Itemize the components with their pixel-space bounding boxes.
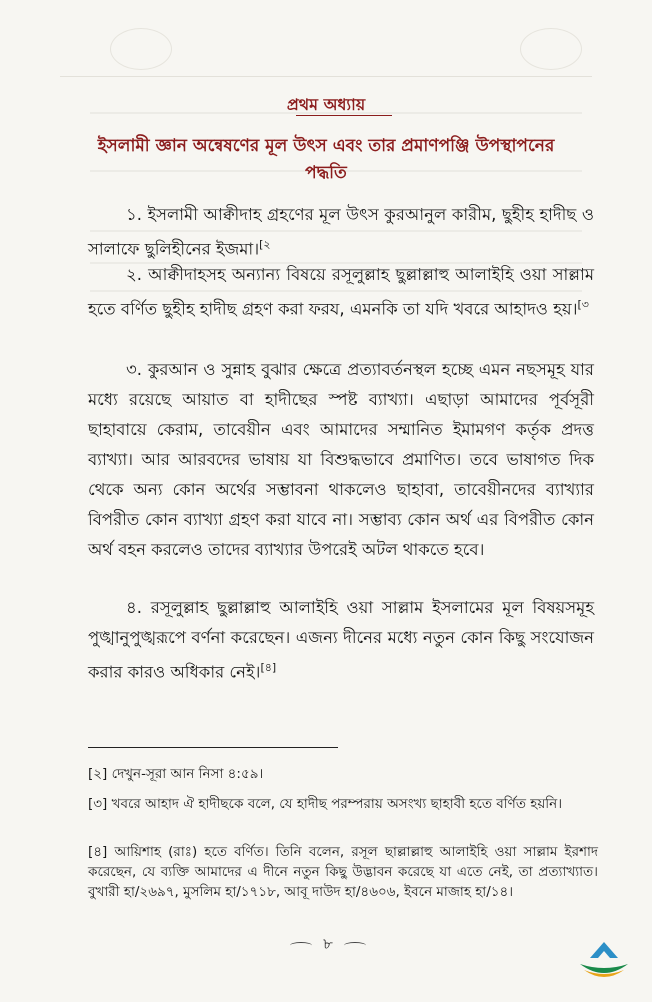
ghost-ornament-left [110,28,172,70]
footnote-ref: [২ [259,238,271,251]
paragraph-4 [88,593,594,688]
paragraph-1 [88,200,594,265]
chapter-underline [296,115,392,116]
publisher-logo-icon [574,940,634,984]
chapter-heading: প্রথম অধ্যায় [286,95,366,114]
paragraph-text: ২. আক্বীদাহসহ অন্যান্য বিষয়ে রসূলুল্লাহ ছুল্লাল্লাহু আলাইহি ওয়া সাল্লাম হতে বর্ণিত ছুহীহ হাদীছ গ্রহণ করা ফরয, এমনকি তা যদি খবরে আহাদও হয়। [88,265,594,319]
paragraph-text: ১. ইসলামী আক্বীদাহ গ্রহণের মূল উৎস কুরআনুল কারীম, ছুহীহ হাদীছ ও সালাফে ছুলিহীনের ইজমা। [88,205,594,259]
section-title: ইসলামী জ্ঞান অন্বেষণের মূল উৎস এবং তার প্রমাণপঞ্জি উপস্থাপনের পদ্ধতি [97,136,555,183]
paragraph-3 [88,355,594,565]
ghost-ornament-right [520,28,582,70]
footnote-separator [88,747,338,748]
footnote-ref: [৪] [260,661,277,674]
ornament-left [290,942,312,949]
paragraph-text: ৩. কুরআন ও সুন্নাহ বুঝার ক্ষেত্রে প্রত্যাবর্তনস্থল হচ্ছে এমন নছসমূহ যার মধ্যে রয়েছে আয়াত বা হাদীছের স্পষ্ট ব্যাখ্যা। এছাড়া আমাদের পূর্বসূরী ছাহাবায়ে কেরাম, তাবেয়ীন এবং আমাদের সম্মানিত ইমামগণ কর্তৃক প্রদত্ত ব্যাখ্যা। আর আরবদের ভাষায় যা বিশুদ্ধভাবে প্রমাণিত। তবে ভাষাগত দিক থেকে অন্য কোন অর্থের সম্ভাবনা থাকলেও ছাহাবা, তাবেয়ীনদের ব্যাখ্যার বিপরীত কোন ব্যাখ্যা গ্রহণ করা যাবে না। সম্ভাব্য কোন অর্থ এর বিপরীত কোন অর্থ বহন করলেও তাদের ব্যাখ্যার উপরেই অটল থাকতে হবে। [88,360,594,559]
page-number-block [296,932,360,956]
paragraph-text: ৪. রসূলুল্লাহ ছুল্লাল্লাহু আলাইহি ওয়া সাল্লাম ইসলামের মূল বিষয়সমূহ পুঙ্খানুপুঙ্খরূপে বর্ণনা করেছেন। এজন্য দীনের মধ্যে নতুন কোন কিছু সংযোজন করার কারও অধিকার নেই। [88,598,594,682]
ornament-right [344,942,366,949]
page-number: ৮ [323,935,333,953]
footnote-4: [৪] আয়িশাহ (রাঃ) হতে বর্ণিত। তিনি বলেন, রসূল ছাল্লাল্লাহু আলাইহি ওয়া সাল্লাম ইরশাদ করেছেন, যে ব্যক্তি আমাদের এ দীনে নতুন কিছু উদ্ভাবন করেছে যা এতে নেই, তা প্রত্যাখ্যাত। বুখারী হা/২৬৯৭, মুসলিম হা/১৭১৮, আবূ দাউদ হা/৪৬০৬, ইবনে মাজাহ হা/১৪। [88,844,598,900]
footnote-2: [২] দেখুন-সূরা আন নিসা ৪:৫৯। [88,766,264,782]
footnote-ref: [৩ [577,298,589,311]
paragraph-2 [88,260,594,325]
footnote-3: [৩] খবরে আহাদ ঐ হাদীছকে বলে, যে হাদীছ পরম্পরায় অসংখ্য ছাহাবী হতে বর্ণিত হয়নি। [88,796,563,812]
